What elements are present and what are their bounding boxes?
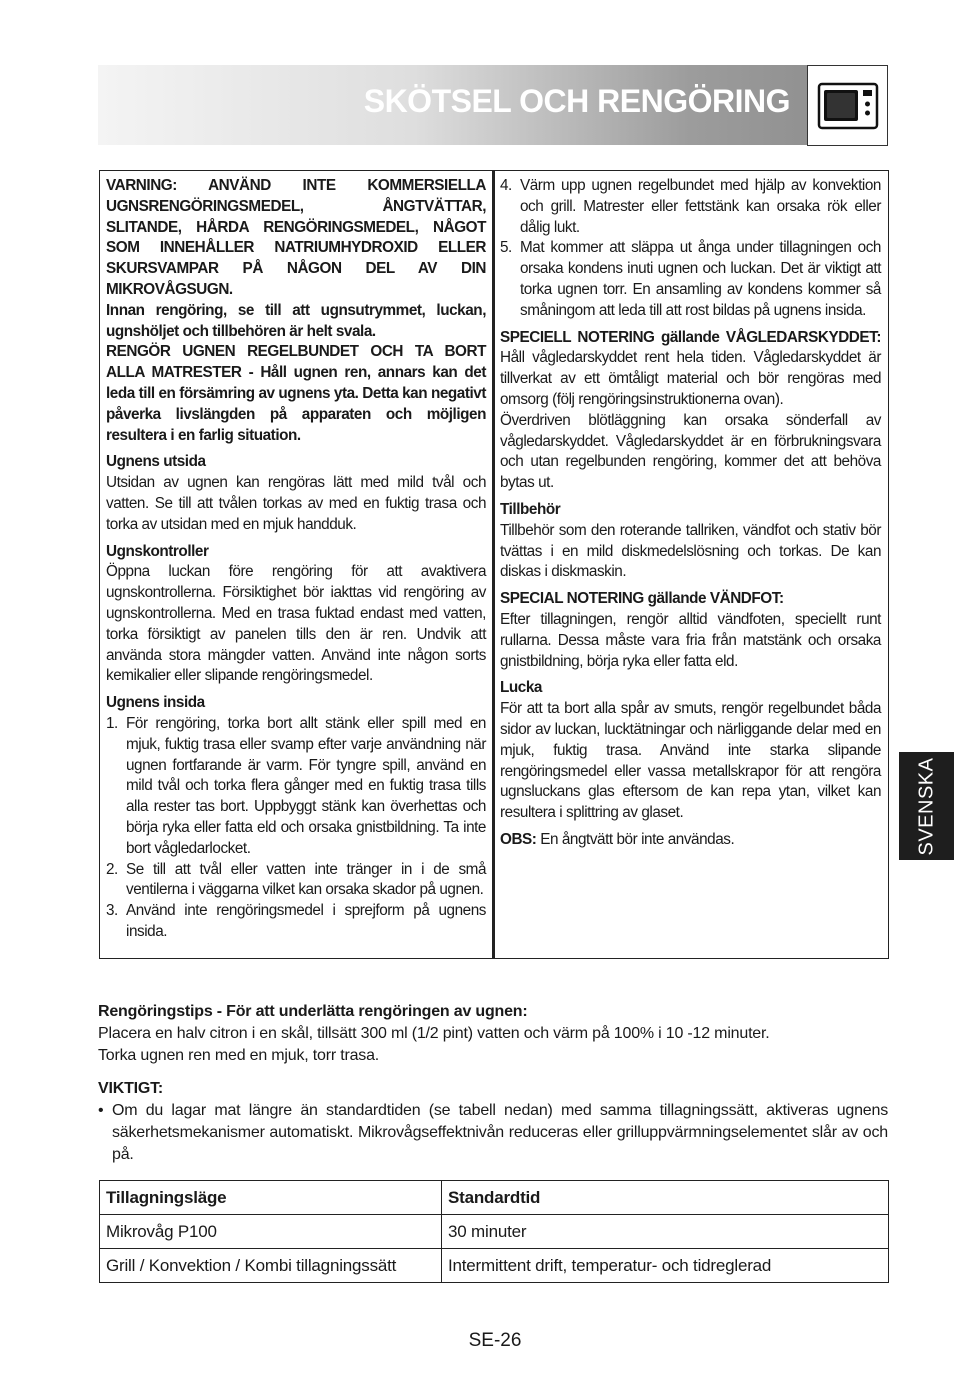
- page-title: SKÖTSEL OCH RENGÖRING: [363, 83, 790, 119]
- table-cell: Intermittent drift, temperatur- och tidreglerad: [442, 1249, 889, 1283]
- tips-heading: Rengöringstips - För att underlätta rengöringen av ugnen:: [98, 1003, 528, 1020]
- table-header: Standardtid: [442, 1181, 889, 1215]
- warning-text: VARNING: ANVÄND INTE KOMMERSIELLA UGNSRENGÖRINGSMEDEL, ÅNGTVÄTTAR, SLITANDE, HÅRDA RENGÖRINGSMEDEL, NÅGOT SOM INNEHÅLLER NATRIUMHYDROXID ELLER SKURSVAMPAR PÅ NÅGON DEL AV DIN MIKROVÅGSUGN.: [106, 177, 486, 298]
- warning-cool-text: Innan rengöring, se till att ugnsutrymmet, luckan, ugnshöljet och tillbehören är helt svala.: [106, 301, 486, 340]
- table-row: [100, 1249, 889, 1283]
- controls-text: Öppna luckan före rengöring för att avaktivera ugnskontrollerna. Försiktighet bör iakttas vid rengöring av ugnskontrollerna. Med en trasa fuktad endast med vatten, torka försiktigt av panelen tills den är ren. Undvik att använda stora mängder vatten. Använd inte någon sorts kemikalier eller slipande rengöringsmedel.: [106, 563, 486, 685]
- warning-regular-clean-text: RENGÖR UGNEN REGELBUNDET OCH TA BORT ALLA MATRESTER - Håll ugnen ren, annars kan det leda till en försämring av ugnens yta. Detta kan negativt påverka livslängden på apparaten och möjligen resultera i en farlig situation.: [106, 343, 486, 444]
- important-heading: VIKTIGT:: [98, 1080, 164, 1097]
- accessories-text: Tillbehör som den roterande tallriken, vändfot och stativ bör tvättas i en mild diskmedelslösning och torkas. De kan diskas i diskmaskin.: [500, 521, 881, 581]
- accessories-heading: Tillbehör: [500, 500, 561, 518]
- tips-line-1: Placera en halv citron i en skål, tillsätt 300 ml (1/2 pint) vatten och värm på 100% i 10 -12 minuter.: [98, 1025, 770, 1042]
- table-row: [100, 1215, 889, 1249]
- table-header: Tillagningsläge: [100, 1181, 442, 1215]
- table-cell: Mikrovåg P100: [100, 1215, 442, 1249]
- list-item: 1. För rengöring, torka bort allt stänk eller spill med en mjuk, fuktig trasa eller svamp efter varje användning när ugnen fortfarande är varm. För tyngre spill, använd en mild tvål och torka flera gånger med en fuktig trasa tills alla rester tas bort. Uppbyggt stänk kan överhettas och börja ryka eller fatta eld och orsaka gnistbildning. Ta inte bort vågledarlocket.: [106, 714, 486, 857]
- waveguide-note: [500, 328, 881, 411]
- inside-list-continued: [500, 176, 881, 322]
- waveguide-label: SPECIELL NOTERING gällande VÅGLEDARSKYDDET:: [500, 328, 881, 346]
- list-item: 2. Se till att tvål eller vatten inte tränger in i de små ventilerna i väggarna vilket kan orsaka skador på ugnen.: [106, 860, 486, 899]
- inside-list: [106, 714, 486, 943]
- waveguide-text-2: Överdriven blötläggning kan orsaka sönderfall av vågledarskyddet. Vågledarskyddet är en förbrukningsvara och utan regelbunden rengöring, kommer det att behöva bytas ut.: [500, 411, 881, 492]
- microwave-icon-graphic: [817, 82, 879, 130]
- door-heading: Lucka: [500, 679, 542, 697]
- cleaning-tips: [98, 1001, 888, 1067]
- section-header: [98, 65, 888, 145]
- list-item: 4. Värm upp ugnen regelbundet med hjälp av konvektion och grill. Matrester eller fettstänk kan orsaka rök eller dålig lukt.: [500, 177, 881, 236]
- column-divider: [492, 170, 495, 959]
- obs-note: [500, 830, 881, 851]
- outside-text: Utsidan av ugnen kan rengöras lätt med mild tvål och vatten. Se till att tvålen torkas av med en fuktig trasa och torka av utsidan med en mjuk handduk.: [106, 474, 486, 533]
- waveguide-text: Håll vågledarskyddet rent hela tiden. Vågledarskyddet är tillverkat av ett ömtåligt material och bör rengöras med omsorg (följ rengöringsinstruktionerna ovan).: [500, 349, 881, 408]
- turnfoot-text: Efter tillagningen, rengör alltid vändfoten, speciellt runt rullarna. Dessa måste vara fria från matstänk och orsaka gnistbildning, börja ryka eller fatta eld.: [500, 610, 881, 670]
- table-cell: Grill / Konvektion / Kombi tillagningssätt: [100, 1249, 442, 1283]
- outside-heading: Ugnens utsida: [106, 453, 206, 471]
- turnfoot-heading: SPECIAL NOTERING gällande VÄNDFOT:: [500, 590, 784, 608]
- list-item: 3. Använd inte rengöringsmedel i sprejform på ugnens insida.: [106, 902, 486, 940]
- important-section: [98, 1078, 888, 1166]
- obs-label: OBS:: [500, 830, 537, 848]
- table-header-row: [100, 1181, 889, 1215]
- right-column: [500, 176, 881, 851]
- language-tab: [899, 752, 954, 860]
- standard-time-table: [99, 1180, 889, 1283]
- bullet-icon: •: [98, 1102, 104, 1119]
- table-cell: 30 minuter: [442, 1215, 889, 1249]
- important-bullet: • Om du lagar mat längre än standardtiden (se tabell nedan) med samma tillagningssätt, aktiveras ugnens säkerhetsmekanismer automatiskt. Mikrovågseffektnivån reduceras eller grilluppvärmningselementet slår av och på.: [98, 1102, 888, 1163]
- controls-heading: Ugnskontroller: [106, 542, 209, 560]
- left-column: [106, 176, 486, 943]
- obs-text: En ångtvätt bör inte användas.: [540, 830, 735, 848]
- door-text: För att ta bort alla spår av smuts, rengör regelbundet båda sidor av luckan, lucktätningar och närliggande delar med en mjuk, fuktig trasa. Använd inte starka slipande rengöringsmedel eller vassa metallskrapor för att rengöra ugnsluckans glas eftersom de kan repa ytan, vilket kan resultera i splittring av glaset.: [500, 700, 881, 822]
- language-tab-label: SVENSKA: [915, 757, 938, 855]
- microwave-icon: [807, 65, 888, 146]
- list-item: 5. Mat kommer att släppa ut ånga under tillagningen och orsaka kondens inuti ugnen och luckan. Det är viktigt att torka ugnen torr. En ansamling av kondens kommer så småningom att leda till att rost bildas på ugnens insida.: [500, 239, 881, 319]
- inside-heading: Ugnens insida: [106, 694, 205, 712]
- tips-line-2: Torka ugnen ren med en mjuk, torr trasa.: [98, 1047, 380, 1064]
- page-number: SE-26: [468, 1330, 522, 1351]
